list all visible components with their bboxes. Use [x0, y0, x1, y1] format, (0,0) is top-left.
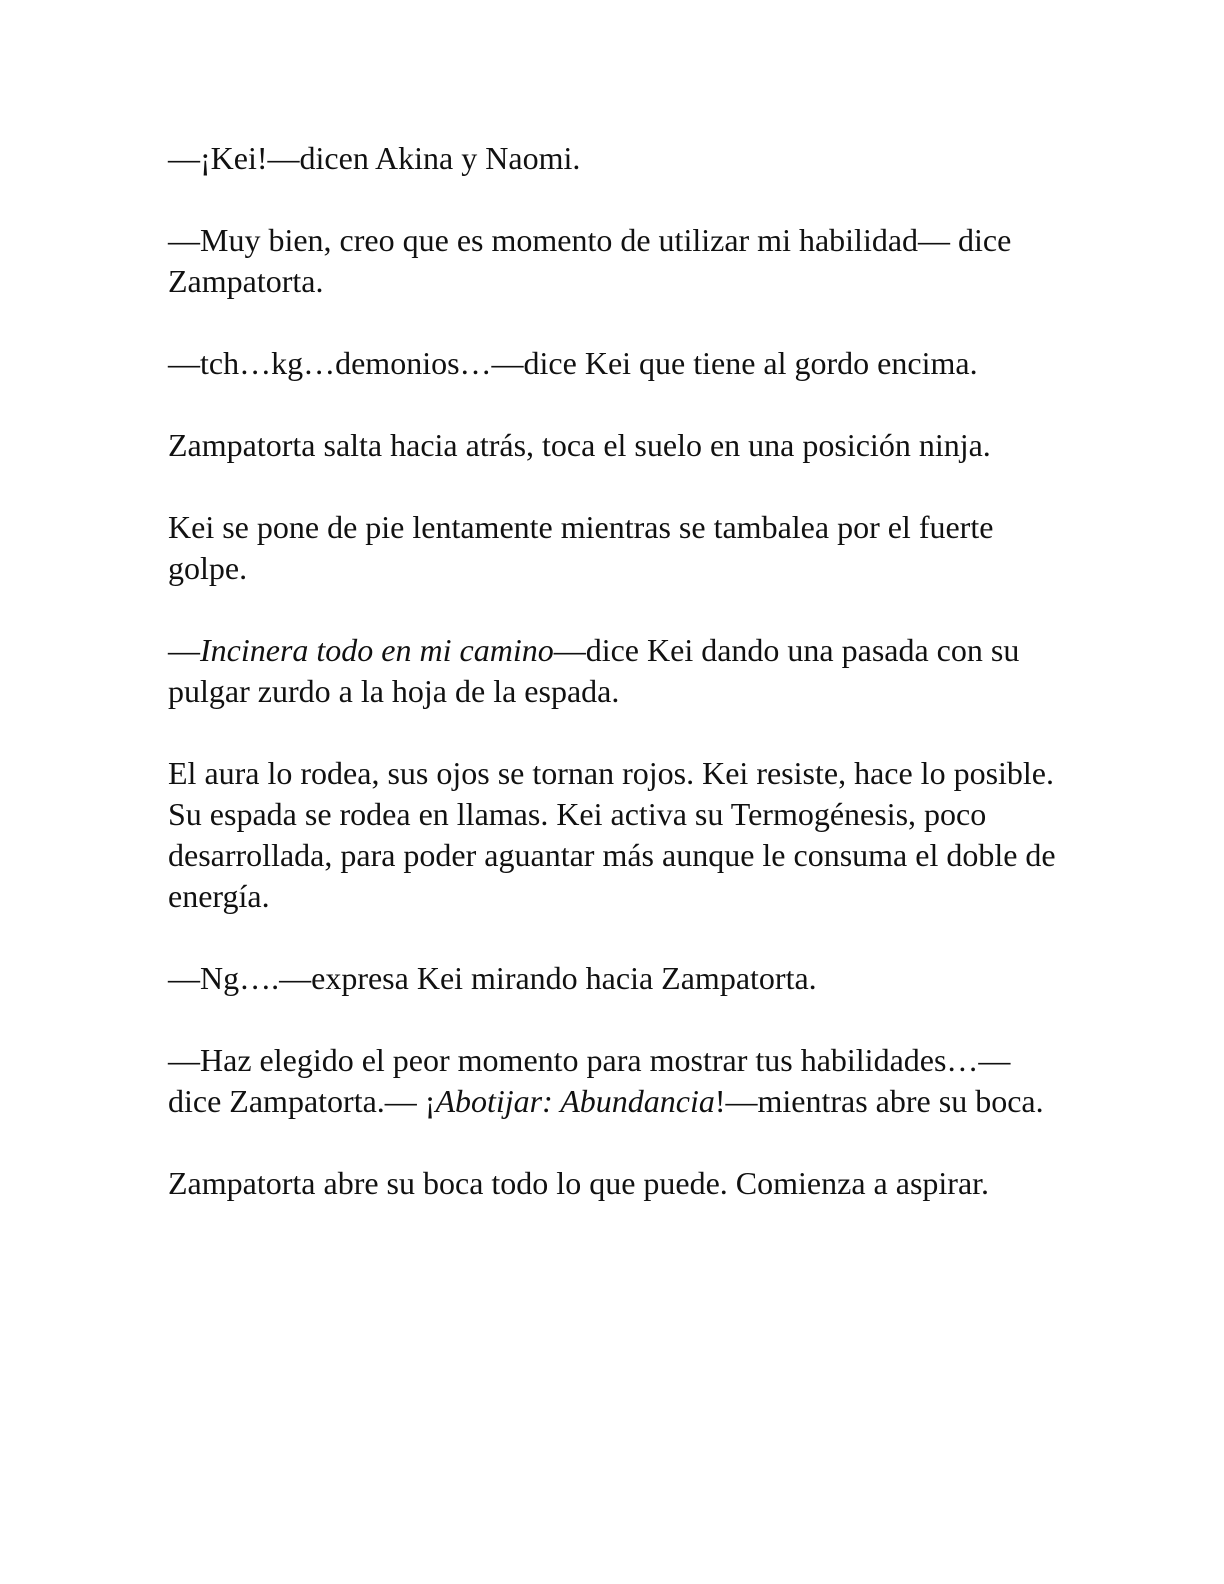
paragraph-text: —¡Kei!—dicen Akina y Naomi.: [168, 140, 581, 176]
italic-phrase: Abotijar: Abundancia: [435, 1083, 715, 1119]
paragraph-text: —Haz elegido el peor momento para mostrar tus habilidades…—dice Zampatorta.— ¡: [168, 1042, 1011, 1119]
paragraph-text: —dice Kei dando una pasada con su pulgar zurdo a la hoja de la espada.: [168, 632, 1020, 709]
paragraph-6: [168, 630, 1058, 712]
paragraph-text: —tch…kg…demonios…—dice Kei que tiene al gordo encima.: [168, 345, 978, 381]
paragraph-1: [168, 138, 1058, 179]
paragraph-text: —Muy bien, creo que es momento de utilizar mi habilidad— dice Zampatorta.: [168, 222, 1012, 299]
body-text: [168, 138, 1058, 1245]
italic-phrase: Incinera todo en mi camino: [200, 632, 554, 668]
paragraph-text: —Ng….—expresa Kei mirando hacia Zampatorta.: [168, 960, 817, 996]
paragraph-2: [168, 220, 1058, 302]
paragraph-text: Kei se pone de pie lentamente mientras se tambalea por el fuerte golpe.: [168, 509, 994, 586]
paragraph-4: [168, 425, 1058, 466]
paragraph-10: [168, 1163, 1058, 1204]
paragraph-8: [168, 958, 1058, 999]
paragraph-text: Zampatorta salta hacia atrás, toca el suelo en una posición ninja.: [168, 427, 991, 463]
paragraph-text: Zampatorta abre su boca todo lo que puede. Comienza a aspirar.: [168, 1165, 990, 1201]
paragraph-text: El aura lo rodea, sus ojos se tornan rojos. Kei resiste, hace lo posible. Su espada se rodea en llamas. Kei activa su Termogénesis, poco desarrollada, para poder aguantar más aunque le consuma el doble de energía.: [168, 755, 1056, 914]
paragraph-text: —: [168, 632, 200, 668]
paragraph-9: [168, 1040, 1058, 1122]
paragraph-text: !—mientras abre su boca.: [714, 1083, 1044, 1119]
paragraph-3: [168, 343, 1058, 384]
paragraph-7: [168, 753, 1058, 917]
paragraph-5: [168, 507, 1058, 589]
